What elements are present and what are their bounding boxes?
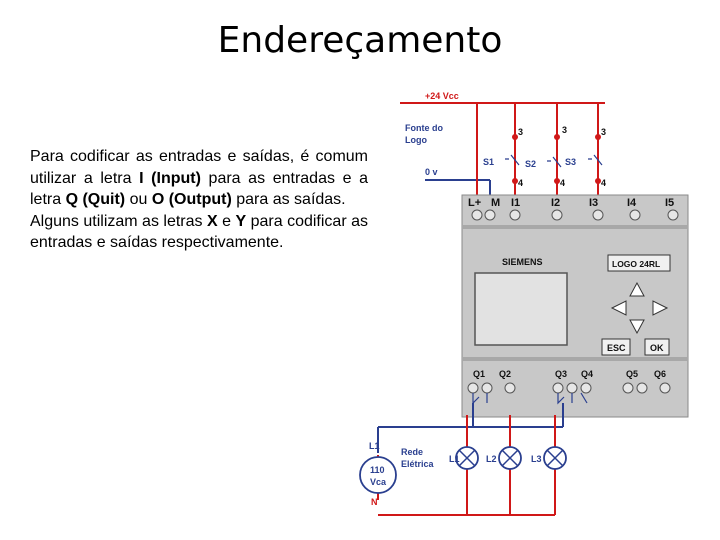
s1-contact-icon [505, 155, 519, 165]
terminal-i2: I2 [551, 197, 561, 209]
s2-contact-icon [547, 157, 561, 167]
plc-divider [462, 225, 688, 229]
text-run: para as saídas. [231, 191, 346, 208]
ok-label: OK [650, 343, 664, 353]
pin-label-bottom: 4 [518, 178, 524, 188]
mains-name-line1: Rede [401, 447, 424, 457]
output-screw [553, 383, 563, 393]
mains-source-icon [360, 457, 396, 493]
supply-name-line1: Fonte do [405, 123, 443, 133]
terminal-m: M [491, 197, 501, 209]
pin-label-top: 3 [601, 127, 607, 137]
plc-divider [462, 357, 688, 361]
terminal-i5: I5 [665, 197, 675, 209]
bold-quit-letter: Q (Quit) [65, 191, 126, 208]
terminal-q2: Q2 [499, 369, 512, 379]
output-screw [637, 383, 647, 393]
s3-contact-icon [588, 155, 602, 165]
bold-output-letter: O (Output) [151, 191, 232, 208]
mains-neutral-label: N [371, 497, 378, 507]
model-label: LOGO 24RL [612, 259, 661, 269]
output-screw [581, 383, 591, 393]
text-run: para as entradas e a letra [30, 169, 368, 208]
output-screw [660, 383, 670, 393]
terminal-q6: Q6 [654, 369, 667, 379]
bold-x-letter: X [206, 212, 218, 230]
input-screw [630, 210, 640, 220]
text-run: Alguns utilizam as letras [30, 212, 207, 230]
terminal-i4: I4 [627, 197, 637, 209]
terminal-i1: I1 [511, 197, 521, 209]
text-run: para codificar as entradas e saídas respectivamente. [30, 212, 368, 251]
pin-label-bottom: 4 [560, 178, 566, 188]
text-run: e [217, 212, 236, 230]
pin-label-bottom: 4 [601, 178, 607, 188]
input-screw [510, 210, 520, 220]
lamp-label-l3: L3 [531, 454, 542, 464]
paragraph-xy [30, 211, 368, 254]
body-text [30, 146, 368, 254]
input-screw [472, 210, 482, 220]
terminal-lplus: L+ [468, 197, 482, 209]
plc-display [475, 273, 567, 345]
lamp-label-l1: L1 [449, 454, 460, 464]
terminal-q4: Q4 [581, 369, 594, 379]
mains-voltage-unit: Vca [370, 477, 387, 487]
mains-line-label: L1 [369, 441, 380, 451]
switch-label-s2: S2 [525, 159, 537, 169]
input-screw [593, 210, 603, 220]
terminal-q5: Q5 [626, 369, 639, 379]
terminal-i3: I3 [589, 197, 599, 209]
mains-voltage-value: 110 [370, 465, 385, 475]
switch-label-s1: S1 [483, 157, 495, 167]
output-screw [505, 383, 515, 393]
terminal-dot [554, 134, 560, 140]
brand-label: SIEMENS [502, 257, 543, 267]
output-screw [482, 383, 492, 393]
slide-title: Endereçamento [217, 20, 503, 61]
bold-input-letter: I (Input) [139, 169, 201, 187]
supply-zero-label: 0 v [425, 167, 438, 177]
pin-label-top: 3 [562, 125, 568, 135]
mains-name-line2: Elétrica [401, 459, 434, 469]
terminal-q3: Q3 [555, 369, 568, 379]
lamp-label-l2: L2 [486, 454, 497, 464]
supply-name-line2: Logo [405, 135, 427, 145]
input-screw [485, 210, 495, 220]
output-screw [623, 383, 633, 393]
plc-wiring-diagram [355, 85, 715, 535]
text-run: Para codificar as entradas e saídas, é comum utilizar a letra [30, 148, 368, 187]
pin-label-top: 3 [518, 127, 524, 137]
output-screw [567, 383, 577, 393]
paragraph-inputs-outputs [30, 146, 368, 211]
bold-y-letter: Y [235, 212, 247, 230]
switch-label-s3: S3 [565, 157, 577, 167]
supply-plus-label: +24 Vcc [425, 91, 459, 101]
output-screw [468, 383, 478, 393]
text-run: ou [125, 191, 152, 208]
esc-label: ESC [607, 343, 626, 353]
input-screw [668, 210, 678, 220]
input-screw [552, 210, 562, 220]
terminal-q1: Q1 [473, 369, 486, 379]
